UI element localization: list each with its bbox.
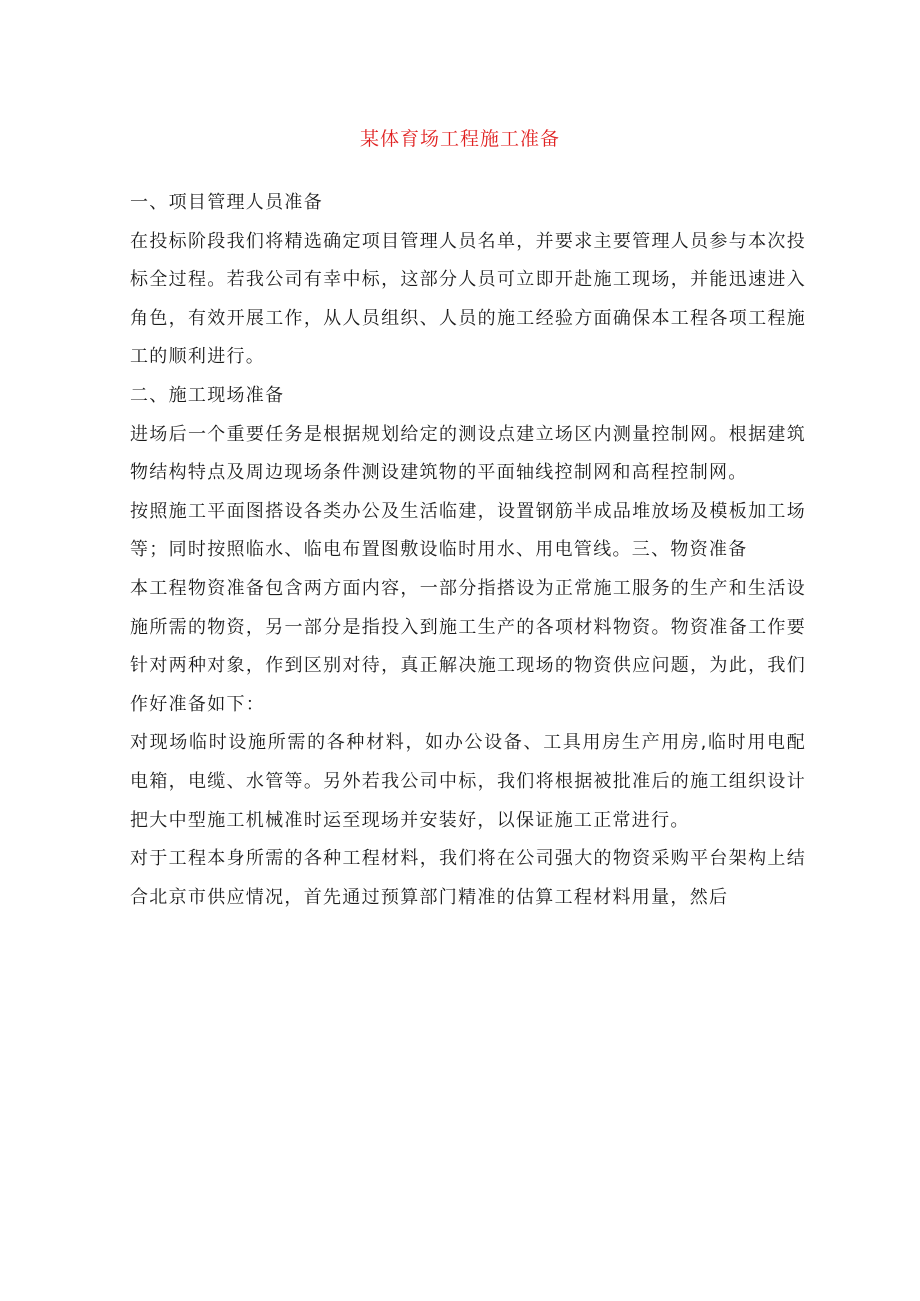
paragraph-engineering-materials: 对于工程本身所需的各种工程材料，我们将在公司强大的物资采购平台架构上结合北京市供应情况，首先通过预算部门精准的估算工程材料用量，然后	[130, 848, 806, 908]
paragraph-temporary-facilities: 按照施工平面图搭设各类办公及生活临建，设置钢筋半成品堆放场及模板加工场等；同时按照临水、临电布置图敷设临时用水、用电管线。三、物资准备	[130, 500, 806, 561]
section-heading-personnel: 一、项目管理人员准备	[130, 192, 323, 213]
document-body	[130, 184, 806, 917]
paragraph-site-materials: 对现场临时设施所需的各种材料，如办公设备、工具用房生产用房,临时用电配电箱，电缆、水管等。另外若我公司中标，我们将根据被批准后的施工组织设计把大中型施工机械准时运至现场并安装好，以保证施工正常进行。	[130, 732, 806, 831]
paragraph-personnel: 在投标阶段我们将精选确定项目管理人员名单，并要求主要管理人员参与本次投标全过程。若我公司有幸中标，这部分人员可立即开赴施工现场，并能迅速进入角色，有效开展工作，从人员组织、人员的施工经验方面确保本工程各项工程施工的顺利进行。	[130, 230, 806, 368]
section-heading-site: 二、施工现场准备	[130, 384, 285, 406]
paragraph-survey-control: 进场后一个重要任务是根据规划给定的测设点建立场区内测量控制网。根据建筑物结构特点及周边现场条件测设建筑物的平面轴线控制网和高程控制网。	[130, 423, 806, 484]
paragraph-materials: 本工程物资准备包含两方面内容，一部分指搭设为正常施工服务的生产和生活设施所需的物资，另一部分是指投入到施工生产的各项材料物资。物资准备工作要针对两种对象，作到区别对待，真正解决施工现场的物资供应问题，为此，我们作好准备如下：	[130, 577, 806, 715]
document-title: 某体育场工程施工准备	[359, 128, 560, 150]
